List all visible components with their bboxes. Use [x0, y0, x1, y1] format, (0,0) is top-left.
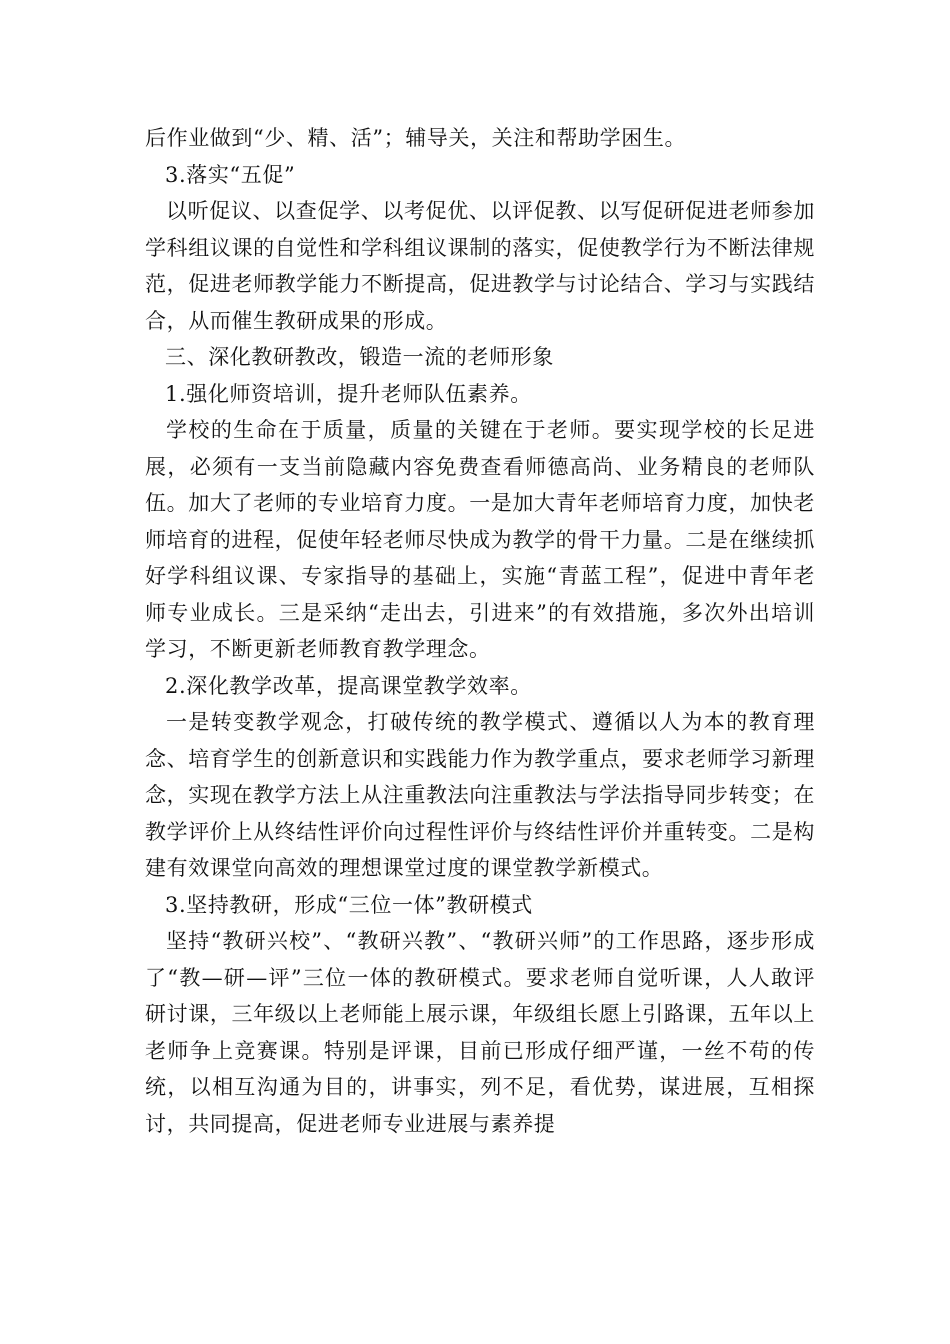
paragraph-teaching-research: 坚持“教研兴校”、“教研兴教”、“教研兴师”的工作思路，逐步形成了“教—研—评”三位一体的教研模式。要求老师自觉听课，人人敢评研讨课，三年级以上老师能上展示课，年级组长愿上引路课，五年以上老师争上竞赛课。特别是评课，目前已形成仔细严谨，一丝不苟的传统，以相互沟通为目的，讲事实，列不足，看优势，谋进展，互相探讨，共同提高，促进老师专业进展与素养提 — [145, 929, 815, 1136]
document-body — [145, 120, 815, 1142]
subheading-teaching-research: 3.坚持教研，形成“三位一体”教研模式 — [165, 892, 533, 917]
subheading-teacher-training: 1.强化师资培训，提升老师队伍素养。 — [165, 381, 532, 406]
section-heading-three: 三、深化教研教改，锻造一流的老师形象 — [165, 345, 554, 369]
paragraph-teaching-reform: 一是转变教学观念，打破传统的教学模式、遵循以人为本的教育理念、培育学生的创新意识和实践能力作为教学重点，要求老师学习新理念，实现在教学方法上从注重教法向注重教法与学法指导同步转变；在教学评价上从终结性评价向过程性评价与终结性评价并重转变。二是构建有效课堂向高效的理想课堂过度的课堂教学新模式。 — [145, 710, 815, 880]
paragraph-homework-continuation: 后作业做到“少、精、活”；辅导关，关注和帮助学困生。 — [145, 126, 687, 150]
subheading-teaching-reform: 2.深化教学改革，提高课堂教学效率。 — [165, 673, 532, 698]
paragraph-five-promotions: 以听促议、以查促学、以考促优、以评促教、以写促研促进老师参加学科组议课的自觉性和学科组议课制的落实，促使教学行为不断法律规范，促进老师教学能力不断提高，促进教学与讨论结合、学习与实践结合，从而催生教研成果的形成。 — [145, 199, 815, 333]
subheading-five-promotions: 3.落实“五促” — [165, 162, 296, 187]
paragraph-teacher-training: 学校的生命在于质量，质量的关键在于老师。要实现学校的长足进展，必须有一支当前隐藏内容免费查看师德高尚、业务精良的老师队伍。加大了老师的专业培育力度。一是加大青年老师培育力度，加快老师培育的进程，促使年轻老师尽快成为教学的骨干力量。二是在继续抓好学科组议课、专家指导的基础上，实施“青蓝工程”，促进中青年老师专业成长。三是采纳“走出去，引进来”的有效措施，多次外出培训学习，不断更新老师教育教学理念。 — [145, 418, 815, 661]
